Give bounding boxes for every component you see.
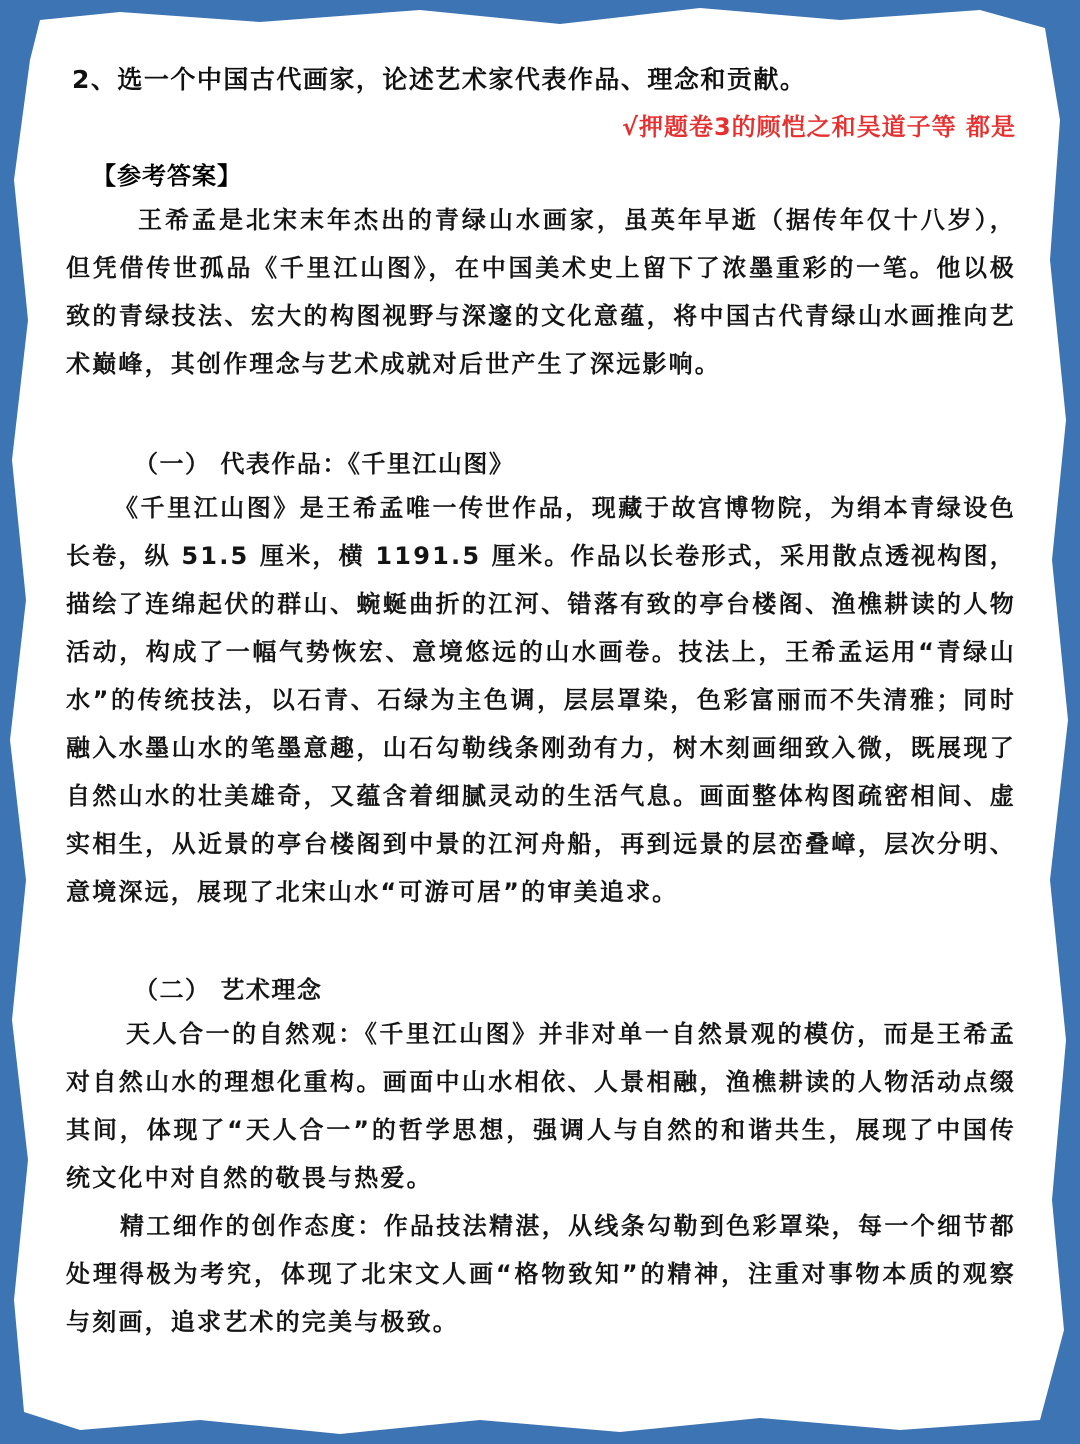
section-2-paragraph-2: 精工细作的创作态度：作品技法精湛，从线条勾勒到色彩罩染，每一个细节都处理得极为考究，体现了北宋文人画“格物致知”的精神，注重对事物本质的观察与刻画，追求艺术的完美与极致。 bbox=[66, 1212, 1016, 1336]
reference-answer-label: 【参考答案】 bbox=[92, 162, 242, 190]
question-title: 2、选一个中国古代画家，论述艺术家代表作品、理念和贡献。 bbox=[72, 65, 807, 94]
intro-paragraph: 王希孟是北宋末年杰出的青绿山水画家，虽英年早逝（据传年仅十八岁），但凭借传世孤品《千里江山图》，在中国美术史上留下了浓墨重彩的一笔。他以极致的青绿技法、宏大的构图视野与深邃的文化意蕴，将中国古代青绿山水画推向艺术巅峰，其创作理念与艺术成就对后世产生了深远影响。 bbox=[66, 206, 1016, 378]
section-1-paragraph: 《千里江山图》是王希孟唯一传世作品，现藏于故宫博物院，为绢本青绿设色长卷，纵 51.5 厘米，横 1191.5 厘米。作品以长卷形式，采用散点透视构图，描绘了连绵起伏的群山、蜿蜒曲折的江河、错落有致的亭台楼阁、渔樵耕读的人物活动，构成了一幅气势恢宏、意境悠远的山水画卷。技法上，王希孟运用“青绿山水”的传统技法，以石青、石绿为主色调，层层罩染，色彩富丽而不失清雅；同时融入水墨山水的笔墨意趣，山石勾勒线条刚劲有力，树木刻画细致入微，既展现了自然山水的壮美雄奇，又蕴含着细腻灵动的生活气息。画面整体构图疏密相间、虚实相生，从近景的亭台楼阁到中景的江河舟船，再到远景的层峦叠嶂，层次分明、意境深远，展现了北宋山水“可游可居”的审美追求。 bbox=[66, 494, 1016, 906]
section-2-heading: （二） 艺术理念 bbox=[134, 976, 323, 1004]
section-2-paragraph-1: 天人合一的自然观：《千里江山图》并非对单一自然景观的模仿，而是王希孟对自然山水的理想化重构。画面中山水相依、人景相融，渔樵耕读的人物活动点缀其间，体现了“天人合一”的哲学思想，强调人与自然的和谐共生，展现了中国传统文化中对自然的敬畏与热爱。 bbox=[66, 1020, 1016, 1192]
annotation-note: √押题卷3的顾恺之和吴道子等 都是 bbox=[621, 113, 1016, 141]
section-1-heading: （一） 代表作品：《千里江山图》 bbox=[134, 450, 515, 478]
